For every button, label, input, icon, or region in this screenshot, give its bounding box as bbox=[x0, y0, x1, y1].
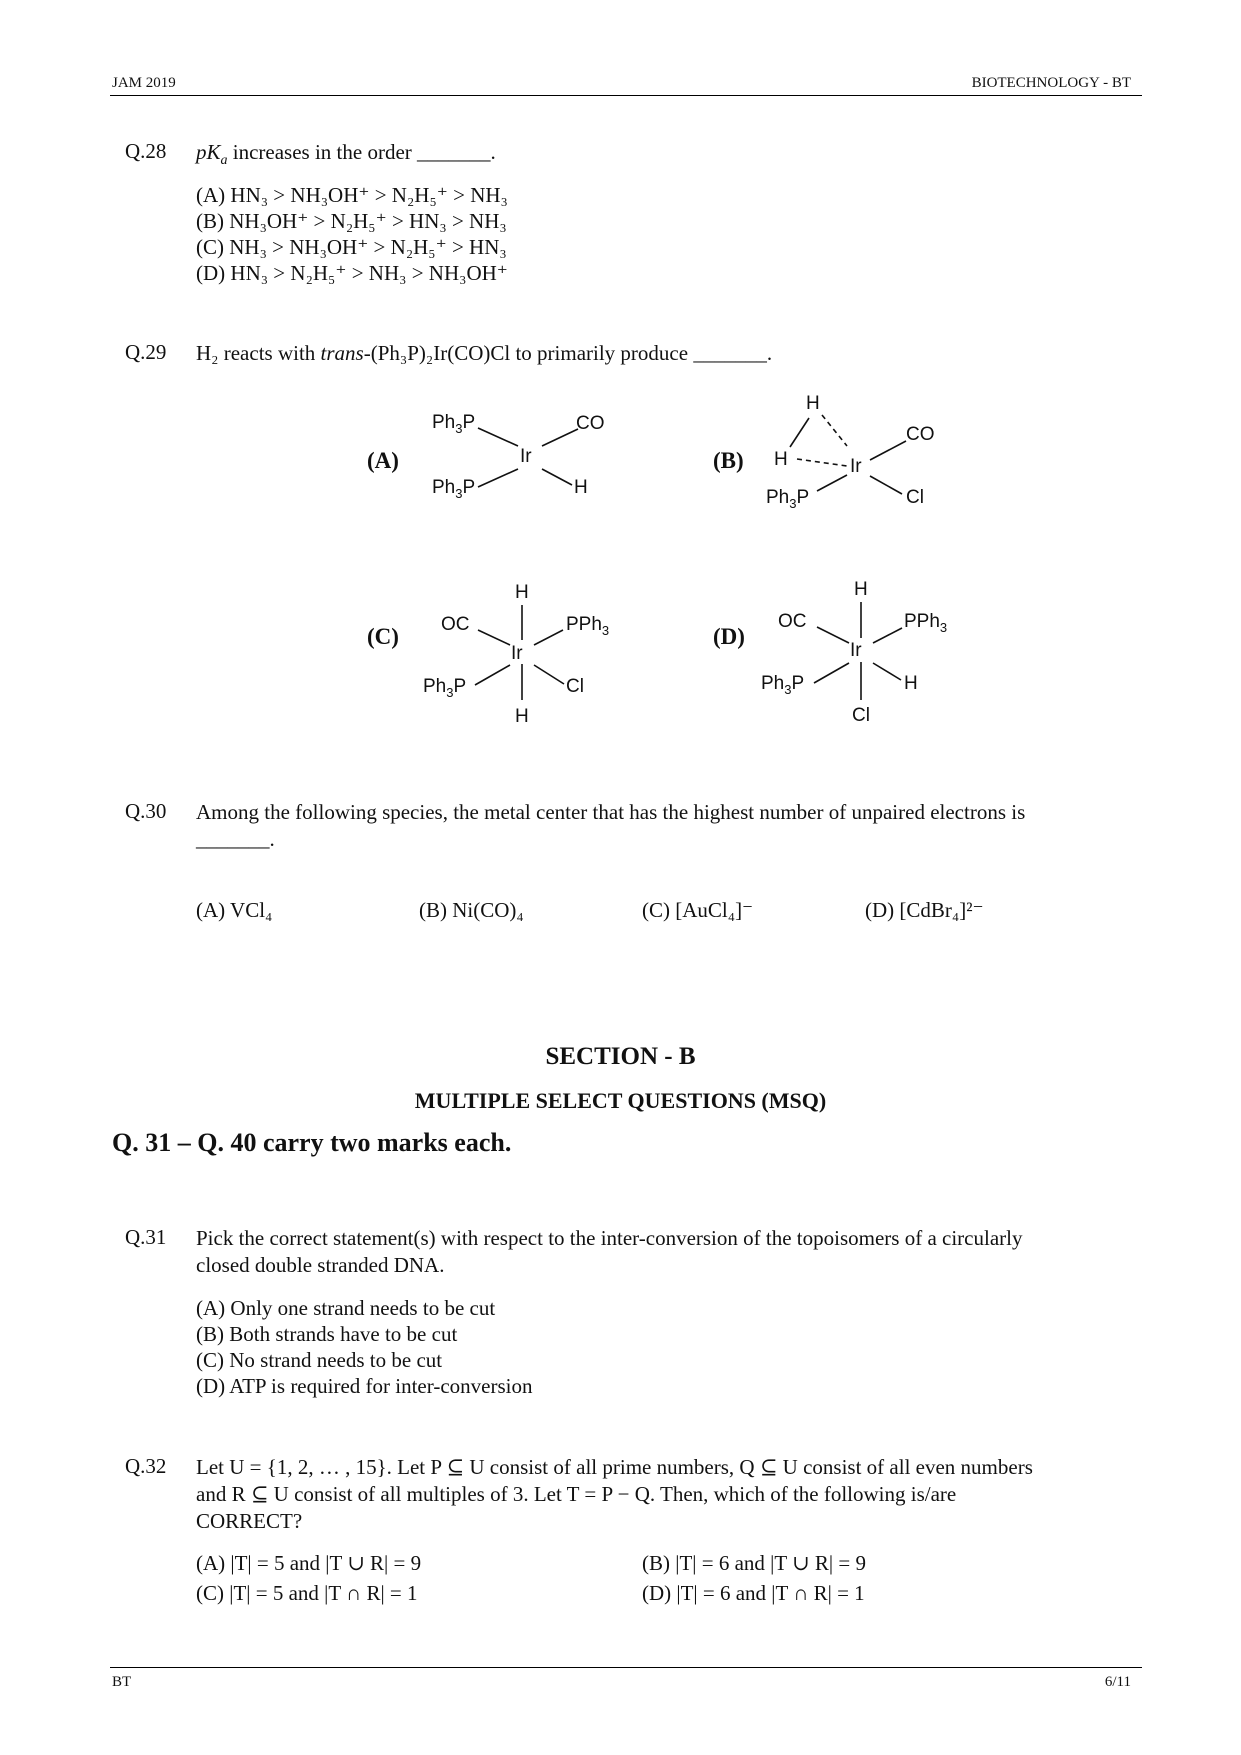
q28-option-a: (A) HN₃ > NH₃OH⁺ > N₂H₅⁺ > NH₃ bbox=[196, 183, 508, 207]
q30-option-b: (B) Ni(CO)₄ bbox=[419, 898, 524, 922]
c-ph3p: $Ph_3P$ bbox=[423, 676, 467, 700]
q32-line1: Let U = {1, 2, … , 15}. Let P ⊆ U consist of all prime numbers, Q ⊆ U consist of all even numbers bbox=[196, 1455, 1033, 1479]
b-h-top: H bbox=[806, 393, 820, 414]
a-h: H bbox=[574, 477, 588, 498]
c-cl: Cl bbox=[566, 676, 584, 697]
b-ph3p: $Ph_3P$ bbox=[766, 487, 810, 511]
a-ph3p-top: $Ph_3P$ bbox=[432, 412, 476, 436]
q32-line2: and R ⊆ U consist of all multiples of 3. Let T = P − Q. Then, which of the following is/are bbox=[196, 1482, 957, 1506]
c-pph3: PPh$_3$ bbox=[566, 614, 610, 638]
a-co: CO bbox=[576, 413, 605, 434]
q32-option-c: (C) |T| = 5 and |T ∩ R| = 1 bbox=[196, 1581, 418, 1605]
q28-option-b: (B) NH₃OH⁺ > N₂H₅⁺ > HN₃ > NH₃ bbox=[196, 209, 507, 233]
a-ph3p-bottom: $Ph_3P$ bbox=[432, 477, 476, 501]
q31-option-b: (B) Both strands have to be cut bbox=[196, 1322, 458, 1346]
footer-right: 6/11 bbox=[1104, 1674, 1131, 1690]
q32-option-a: (A) |T| = 5 and |T ∪ R| = 9 bbox=[196, 1551, 422, 1575]
section-title: SECTION - B bbox=[545, 1043, 696, 1070]
q29-stem-a: H₂ reacts with bbox=[196, 341, 321, 365]
q31-stem-line1: Pick the correct statement(s) with respect to the inter-conversion of the topoisomers of a circularly bbox=[196, 1226, 1023, 1250]
d-pph3: PPh$_3$ bbox=[904, 611, 948, 635]
q30-option-d: (D) [CdBr₄]²⁻ bbox=[865, 898, 984, 922]
q32-number: Q.32 bbox=[125, 1454, 167, 1478]
q29-stem-b: -(Ph₃P)₂Ir(CO)Cl to primarily produce _______. bbox=[363, 341, 773, 365]
section-marks: Q. 31 – Q. 40 carry two marks each. bbox=[112, 1128, 512, 1157]
q28-stem-pk: pK bbox=[196, 140, 221, 164]
footer-left: BT bbox=[112, 1674, 132, 1690]
d-h-top: H bbox=[854, 579, 868, 600]
d-cl: Cl bbox=[852, 705, 870, 726]
d-h-right: H bbox=[904, 673, 918, 694]
b-co: CO bbox=[906, 424, 935, 445]
d-ir: Ir bbox=[850, 640, 862, 661]
q29-label-a: (A) bbox=[367, 448, 399, 473]
q32-line3: CORRECT? bbox=[196, 1509, 303, 1533]
c-ir: Ir bbox=[511, 643, 523, 664]
header-left: JAM 2019 bbox=[112, 75, 176, 91]
q31-option-c: (C) No strand needs to be cut bbox=[196, 1348, 443, 1372]
section-subtitle: MULTIPLE SELECT QUESTIONS (MSQ) bbox=[414, 1088, 827, 1113]
c-oc: OC bbox=[441, 614, 470, 635]
q30-option-a: (A) VCl₄ bbox=[196, 898, 273, 922]
b-ir: Ir bbox=[850, 456, 862, 477]
q29-label-c: (C) bbox=[367, 624, 399, 649]
c-h-bottom: H bbox=[515, 706, 529, 727]
q28-option-d: (D) HN₃ > N₂H₅⁺ > NH₃ > NH₃OH⁺ bbox=[196, 261, 508, 285]
q28-option-c: (C) NH₃ > NH₃OH⁺ > N₂H₅⁺ > HN₃ bbox=[196, 235, 507, 259]
q28-number: Q.28 bbox=[125, 139, 167, 163]
header-right: BIOTECHNOLOGY - BT bbox=[971, 75, 1131, 91]
q29-number: Q.29 bbox=[125, 340, 167, 364]
q32-option-b: (B) |T| = 6 and |T ∪ R| = 9 bbox=[642, 1551, 866, 1575]
a-ir: Ir bbox=[520, 446, 532, 467]
footer-rule bbox=[110, 1667, 1142, 1668]
b-h-left: H bbox=[774, 449, 788, 470]
b-cl: Cl bbox=[906, 487, 924, 508]
q29-label-b: (B) bbox=[713, 448, 744, 473]
d-oc: OC bbox=[778, 611, 807, 632]
q29-label-d: (D) bbox=[713, 624, 745, 649]
d-ph3p: $Ph_3P$ bbox=[761, 673, 805, 697]
q30-number: Q.30 bbox=[125, 799, 167, 823]
q31-number: Q.31 bbox=[125, 1225, 167, 1249]
q31-stem-line2: closed double stranded DNA. bbox=[196, 1253, 445, 1277]
q30-blank: _______. bbox=[196, 827, 275, 851]
q31-option-d: (D) ATP is required for inter-conversion bbox=[196, 1374, 533, 1398]
q30-stem: Among the following species, the metal center that has the highest number of unpaired electrons is bbox=[196, 800, 1026, 824]
c-h-top: H bbox=[515, 582, 529, 603]
q29-stem-trans: trans bbox=[320, 341, 364, 365]
q28-stem-rest: increases in the order _______. bbox=[227, 140, 496, 164]
q28-stem-a: a bbox=[220, 153, 228, 169]
q30-option-c: (C) [AuCl₄]⁻ bbox=[642, 898, 754, 922]
q31-option-a: (A) Only one strand needs to be cut bbox=[196, 1296, 496, 1320]
q32-option-d: (D) |T| = 6 and |T ∩ R| = 1 bbox=[642, 1581, 865, 1605]
